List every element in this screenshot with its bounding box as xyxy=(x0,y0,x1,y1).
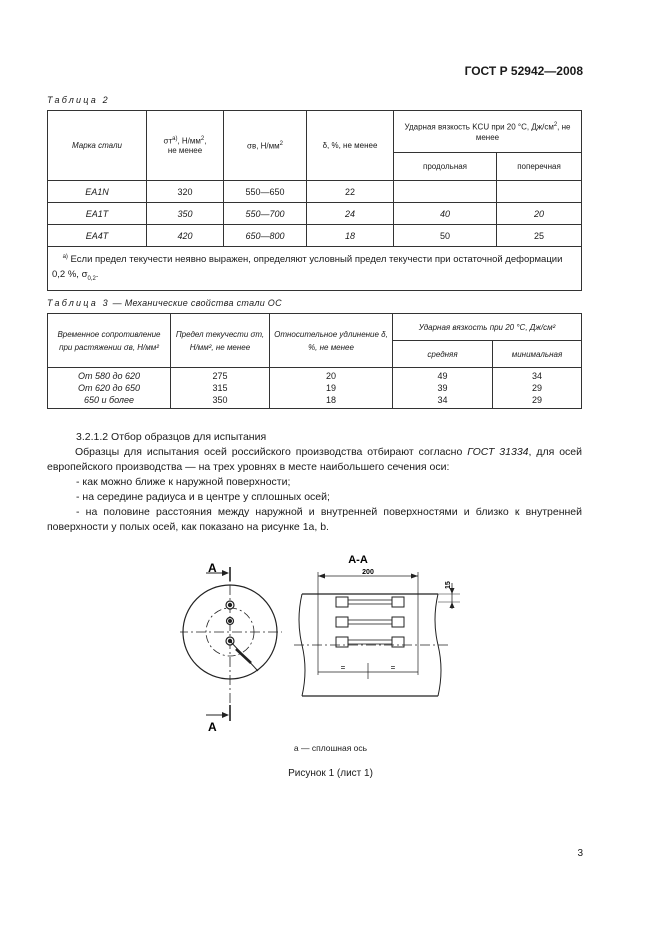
figure-subcaption: а — сплошная ось xyxy=(293,743,368,753)
figure-caption: Рисунок 1 (лист 1) xyxy=(288,768,373,779)
table3 xyxy=(47,313,582,409)
table-row: EA4T 420 650—800 18 50 25 xyxy=(48,225,582,247)
cut-label-bottom: А xyxy=(208,720,217,734)
table-row: EA1T 350 550—700 24 40 20 xyxy=(48,203,582,225)
col-longitudinal-header: продольная xyxy=(394,153,497,181)
list-item: - как можно ближе к наружной поверхности; xyxy=(76,476,291,488)
dimension-200: 200 xyxy=(362,569,374,576)
equal-mark-left: = xyxy=(340,663,346,672)
col-impact-header: Ударная вязкость при 20 °С, Дж/см² xyxy=(393,314,582,341)
list-item: - на половине расстояния между наружной и внутренней поверхностями и близко к внутренней поверхности у полых осей, как показано на рисунке 1а, b. xyxy=(47,506,582,533)
dimension-15: 15 xyxy=(445,581,452,589)
paragraph: Образцы для испытания осей российского производства отбирают согласно ГОСТ 31334, для осей европейского производства — на трех уровнях в месте наибольшего сечения оси: xyxy=(47,446,582,473)
table-row: EA1N 320 550—650 22 xyxy=(48,181,582,203)
page-number: 3 xyxy=(577,848,583,859)
col-transverse-header: поперечная xyxy=(497,153,582,181)
col-yield-header: Предел текучести σт, Н/мм², не менее xyxy=(171,314,270,368)
standard-number: ГОСТ Р 52942—2008 xyxy=(464,64,583,78)
figure-1-drawing xyxy=(180,545,470,740)
section-heading: 3.2.1.2 Отбор образцов для испытания xyxy=(76,431,267,443)
col-kcu-header: Ударная вязкость KCU при 20 °С, $Дж/см^2$, не менее xyxy=(394,111,582,153)
section-label: А-А xyxy=(348,554,368,566)
col-sigma-t-header: $\sigma т^{а)}$, $Н/мм^2$, не менее xyxy=(147,111,224,181)
table-row: От 580 до 620 От 620 до 650 650 и более 275 315 350 20 19 18 49 39 34 34 29 29 xyxy=(48,368,582,409)
table2-footnote: $^{а)}$ Если предел текучести неявно выражен, определяют условный предел текучести при остаточной деформации 0,2 %, $\sigma_{0,2}$. xyxy=(48,247,582,291)
cut-label-top: А xyxy=(208,561,217,575)
col-tensile-header: Временное сопротивление при растяжении σв, Н/мм² xyxy=(48,314,171,368)
list-item: - на середине радиуса и в центре у сплошных осей; xyxy=(76,491,330,503)
col-delta-header: δ, %, не менее xyxy=(307,111,394,181)
col-elongation-header: Относительное удлинение δ, %, не менее xyxy=(270,314,393,368)
table2 xyxy=(47,110,582,291)
col-sigma-v-header: σв, $Н/мм^2$ xyxy=(224,111,307,181)
equal-mark-right: = xyxy=(390,663,396,672)
table2-caption: Таблица 2 xyxy=(47,95,110,105)
table3-caption: Таблица 3 — Механические свойства стали ОС xyxy=(47,298,282,308)
col-minimum-header: минимальная xyxy=(493,341,582,368)
col-average-header: средняя xyxy=(393,341,493,368)
col-grade-header: Марка стали xyxy=(48,111,147,181)
